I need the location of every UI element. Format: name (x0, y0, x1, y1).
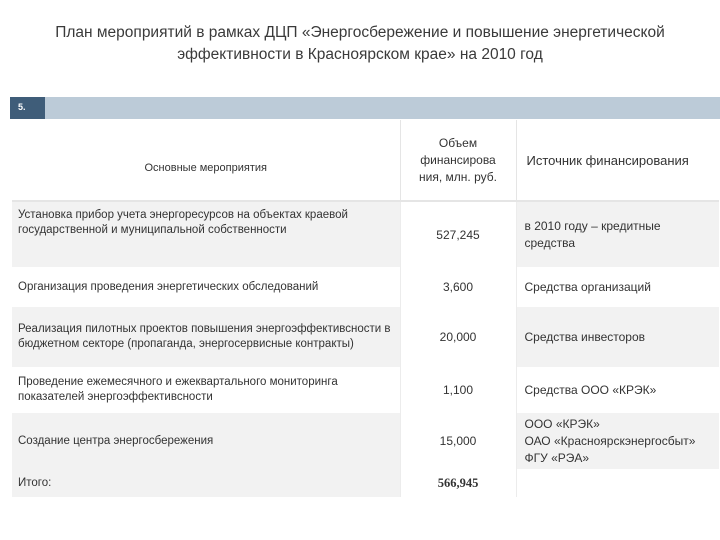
table-row (12, 367, 719, 413)
title-line-2: эффективности в Красноярском крае» на 2010 год (177, 46, 543, 63)
cell-activity: Реализация пилотных проектов повышения энергоэффективсности в бюджетном секторе (пропаганда, энергосервисные контракты) (12, 307, 400, 367)
header-volume-line-1: Объем (438, 135, 478, 150)
source-line: в 2010 году – кредитные (524, 218, 661, 233)
cell-source (516, 413, 719, 469)
source-line: Средства инвесторов (524, 329, 645, 344)
source-line: Средства организаций (524, 279, 651, 294)
table-row (12, 201, 719, 267)
source-line: ООО «КРЭК» (524, 416, 600, 431)
source-line: Средства ООО «КРЭК» (524, 382, 657, 397)
table-row (12, 307, 719, 367)
table-header-row (12, 120, 719, 201)
title-line-1: План мероприятий в рамках ДЦП «Энергосбережение и повышение энергетической (55, 24, 665, 41)
cell-source (516, 267, 719, 307)
source-line: средства (524, 235, 575, 250)
source-line: ОАО «Красноярскэнергосбыт» (524, 433, 696, 448)
total-row (12, 469, 719, 497)
cell-volume: 3,600 (400, 267, 516, 307)
cell-volume: 527,245 (400, 201, 516, 267)
header-volume-line-3: ния, млн. руб. (419, 169, 497, 184)
header-volume-line-2: финансирова (420, 152, 496, 167)
cell-activity: Проведение ежемесячного и ежеквартального мониторинга показателей энергоэффективсности (18, 376, 338, 403)
header-activities: Основные мероприятия (12, 120, 400, 201)
total-source-empty (516, 469, 719, 497)
cell-source (516, 201, 719, 267)
header-volume (400, 120, 516, 201)
cell-activity: Создание центра энергосбережения (12, 413, 400, 469)
financing-table (12, 120, 719, 497)
table-row (12, 413, 719, 469)
slide-number: 5. (10, 97, 45, 119)
cell-activity: Организация проведения энергетических обследований (18, 280, 319, 293)
accent-bar (10, 97, 720, 119)
source-line: ФГУ «РЭА» (524, 450, 590, 465)
header-source: Источник финансирования (516, 120, 719, 201)
cell-activity: Установка прибор учета энергоресурсов на объектах краевой государственной и муниципальной собственности (12, 201, 400, 267)
total-volume: 566,945 (400, 469, 516, 497)
total-label: Итого: (12, 469, 400, 497)
cell-volume: 15,000 (400, 413, 516, 469)
page-title (20, 22, 700, 66)
table-row (12, 267, 719, 307)
cell-volume: 1,100 (400, 367, 516, 413)
cell-source (516, 367, 719, 413)
cell-source (516, 307, 719, 367)
cell-volume: 20,000 (400, 307, 516, 367)
